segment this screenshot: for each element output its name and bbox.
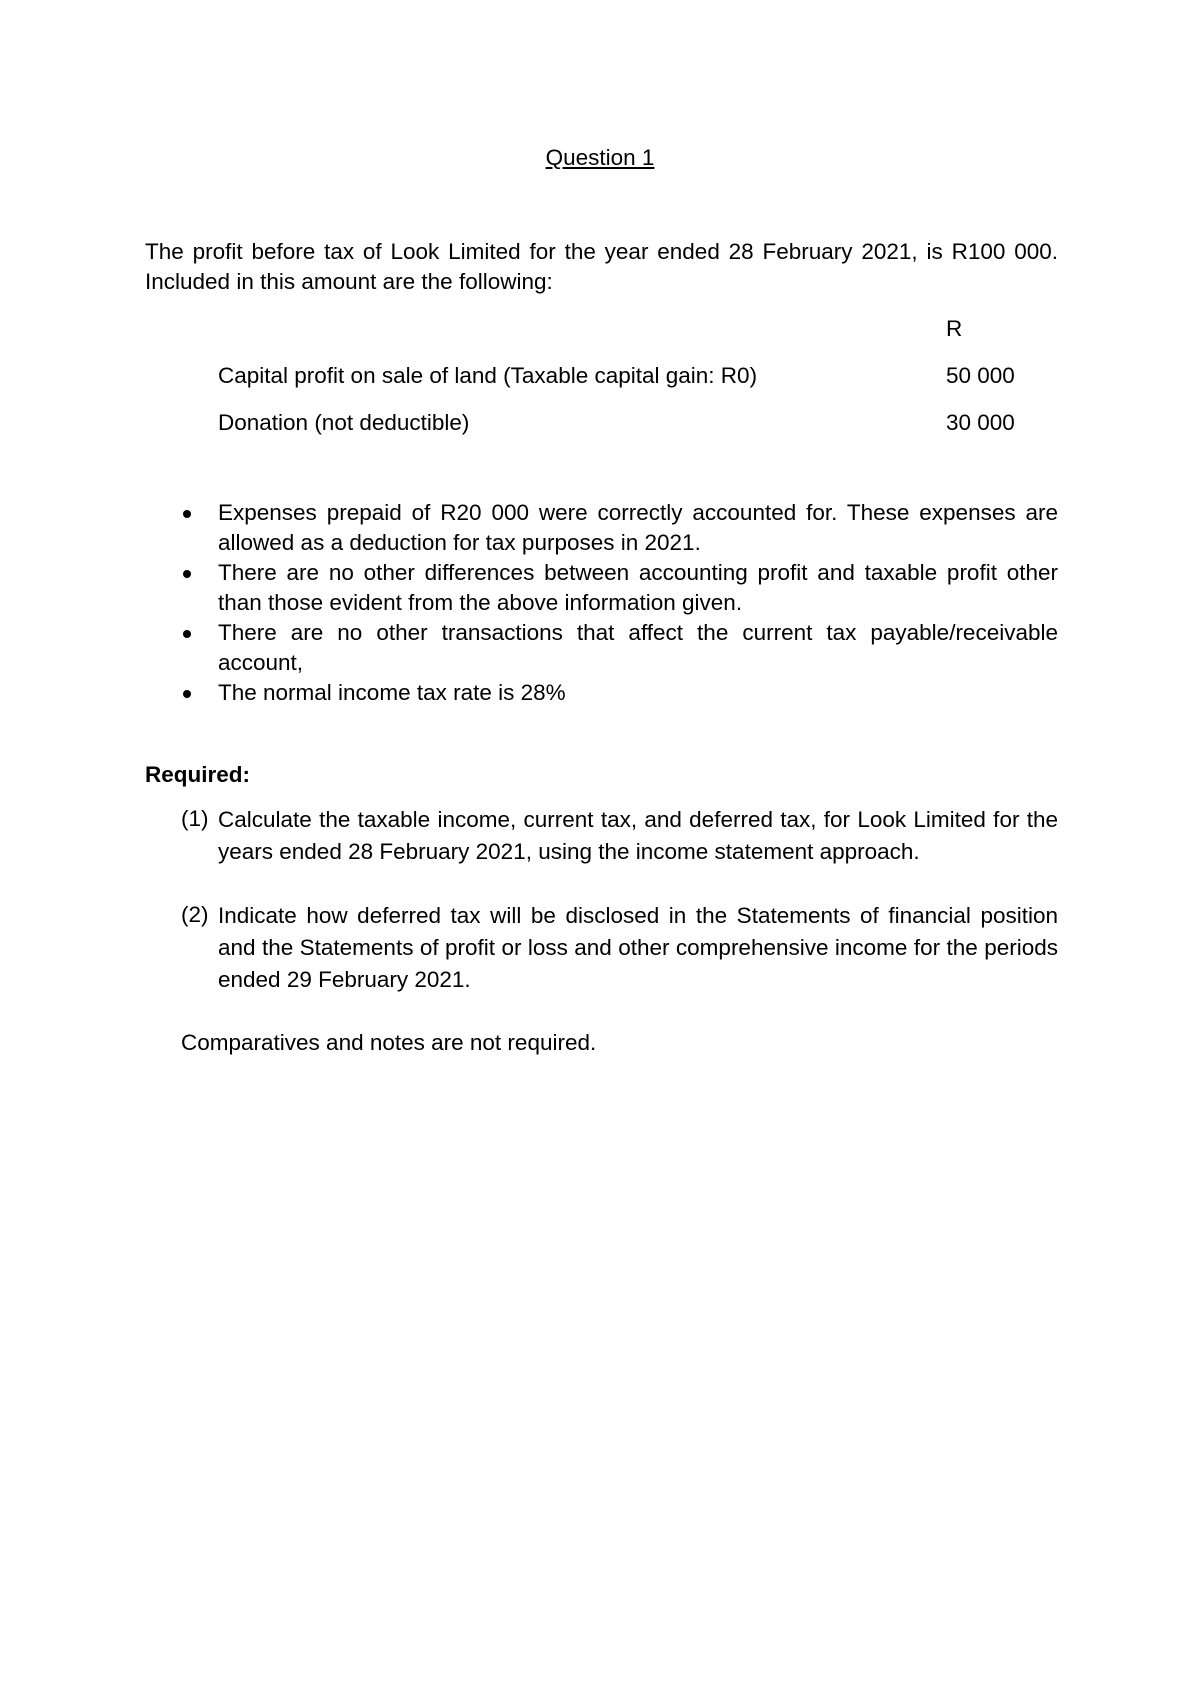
required-item-text: Calculate the taxable income, current tax, and deferred tax, for Look Limited for the years ended 28 February 2021, using the income statement approach. bbox=[218, 807, 1058, 864]
item-label: Capital profit on sale of land (Taxable capital gain: R0) bbox=[218, 363, 758, 388]
required-item bbox=[145, 900, 1058, 996]
list-item bbox=[145, 558, 1058, 618]
bullet-list bbox=[145, 498, 1058, 708]
bullet-icon bbox=[183, 690, 191, 698]
bullet-icon bbox=[183, 510, 191, 518]
bullet-text: The normal income tax rate is 28% bbox=[218, 680, 566, 705]
item-amount: 30 000 bbox=[946, 410, 1015, 435]
required-item-number: (1) bbox=[181, 806, 209, 831]
bullet-icon bbox=[183, 630, 191, 638]
list-item bbox=[145, 618, 1058, 678]
currency-column-header: R bbox=[946, 316, 963, 341]
bullet-text: Expenses prepaid of R20 000 were correctly accounted for. These expenses are allowed as a deduction for tax purposes in 2021. bbox=[218, 500, 1058, 555]
bullet-icon bbox=[183, 570, 191, 578]
item-amount: 50 000 bbox=[946, 363, 1015, 388]
required-item bbox=[145, 804, 1058, 868]
table-row bbox=[218, 361, 1058, 391]
question-title: Question 1 bbox=[545, 145, 655, 170]
list-item bbox=[145, 498, 1058, 558]
intro-paragraph: The profit before tax of Look Limited for the year ended 28 February 2021, is R100 000. Included in this amount are the following: bbox=[145, 239, 1058, 294]
closing-note: Comparatives and notes are not required. bbox=[181, 1030, 597, 1055]
item-label: Donation (not deductible) bbox=[218, 410, 470, 435]
list-item bbox=[145, 678, 1058, 708]
required-item-text: Indicate how deferred tax will be disclosed in the Statements of financial position and the Statements of profit or loss and other comprehensive income for the periods ended 29 February 2021. bbox=[218, 903, 1058, 992]
bullet-text: There are no other differences between accounting profit and taxable profit other than those evident from the above information given. bbox=[218, 560, 1058, 615]
bullet-text: There are no other transactions that affect the current tax payable/receivable account, bbox=[218, 620, 1058, 675]
table-row bbox=[218, 408, 1058, 438]
required-item-number: (2) bbox=[181, 902, 209, 927]
required-heading: Required: bbox=[145, 762, 251, 787]
